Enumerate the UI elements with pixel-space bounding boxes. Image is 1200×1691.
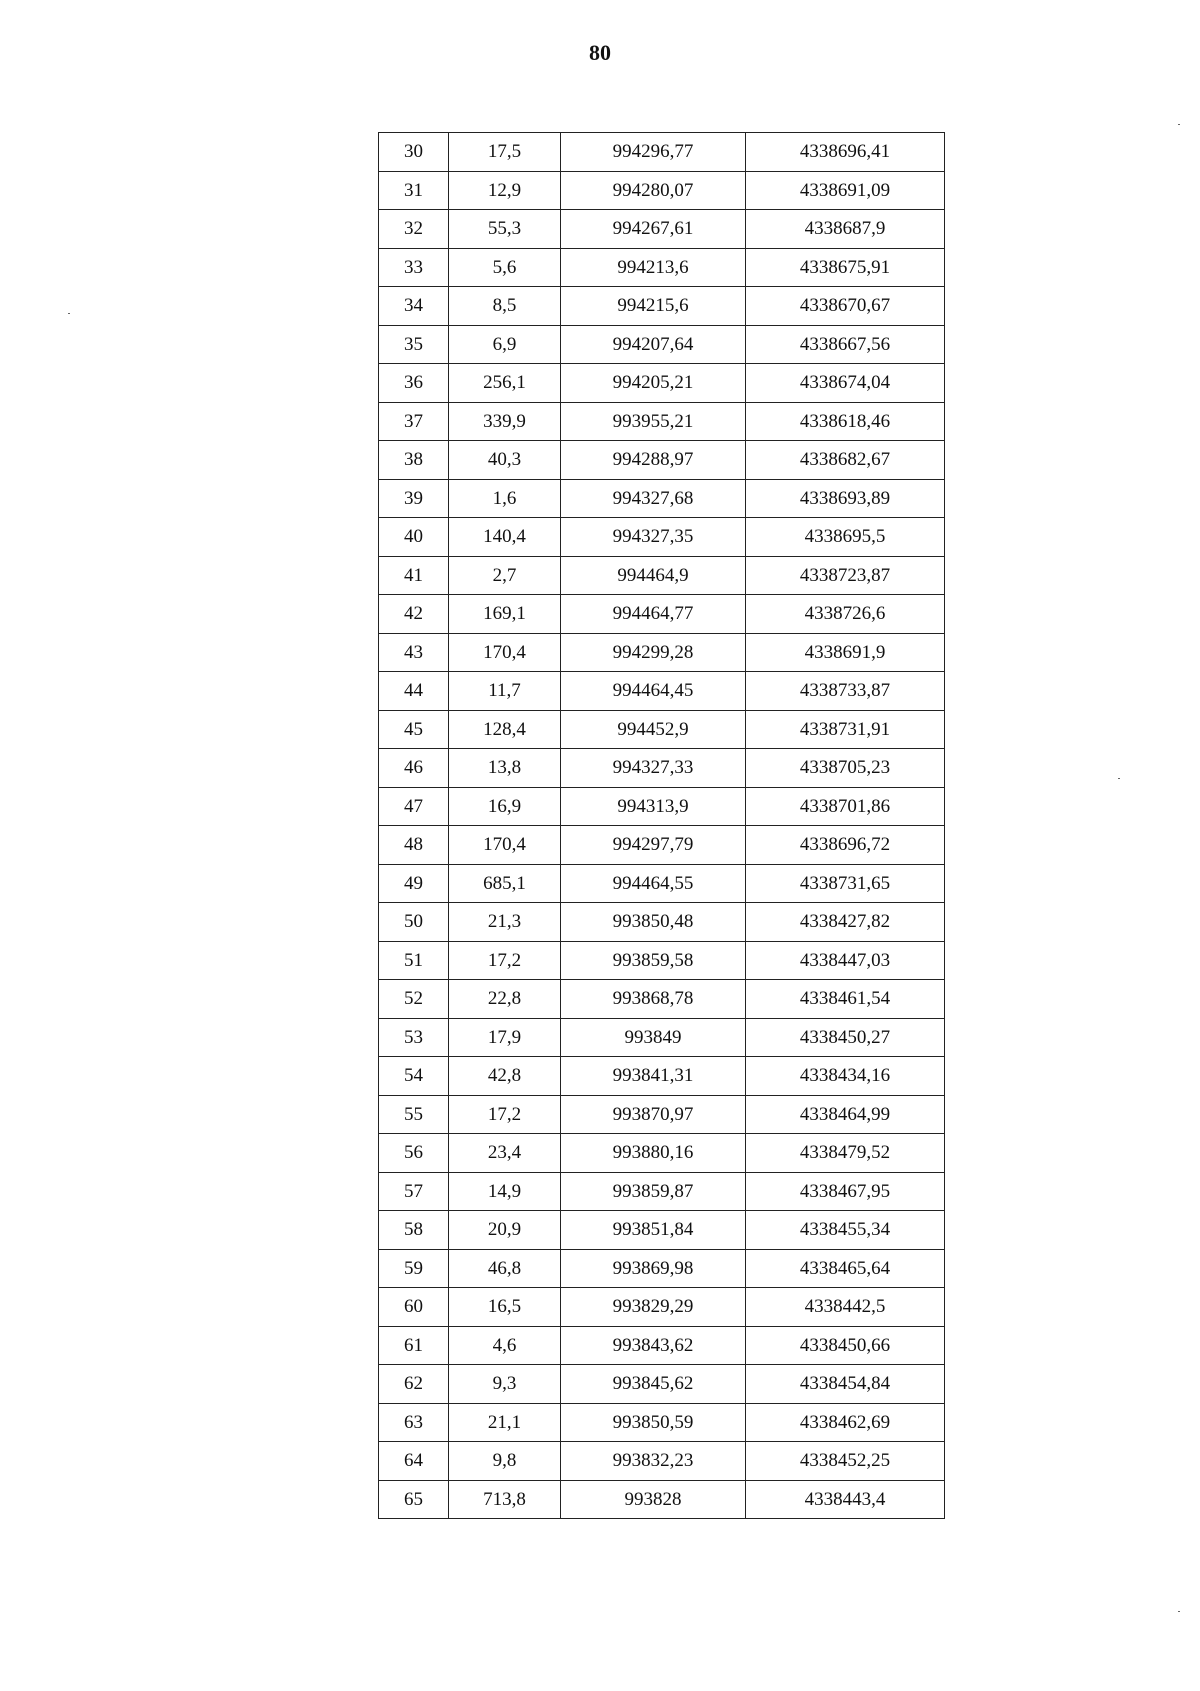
y-coordinate-cell: 4338452,25: [746, 1442, 945, 1481]
point-number-cell: 64: [379, 1442, 449, 1481]
point-number-cell: 57: [379, 1172, 449, 1211]
x-coordinate-cell: 994464,9: [561, 556, 746, 595]
page-number: 80: [589, 40, 611, 65]
coordinates-table: [378, 132, 945, 1519]
point-number-cell: 49: [379, 864, 449, 903]
length-cell: 128,4: [449, 710, 561, 749]
point-number-cell: 65: [379, 1480, 449, 1519]
x-coordinate-cell: 993859,58: [561, 941, 746, 980]
y-coordinate-cell: 4338462,69: [746, 1403, 945, 1442]
table-row: [379, 633, 945, 672]
scan-speck: [68, 313, 70, 314]
y-coordinate-cell: 4338696,72: [746, 826, 945, 865]
x-coordinate-cell: 993870,97: [561, 1095, 746, 1134]
x-coordinate-cell: 993845,62: [561, 1365, 746, 1404]
x-coordinate-cell: 994280,07: [561, 171, 746, 210]
x-coordinate-cell: 993869,98: [561, 1249, 746, 1288]
length-cell: 339,9: [449, 402, 561, 441]
x-coordinate-cell: 993955,21: [561, 402, 746, 441]
y-coordinate-cell: 4338667,56: [746, 325, 945, 364]
length-cell: 2,7: [449, 556, 561, 595]
x-coordinate-cell: 994313,9: [561, 787, 746, 826]
y-coordinate-cell: 4338447,03: [746, 941, 945, 980]
table-row: [379, 672, 945, 711]
y-coordinate-cell: 4338696,41: [746, 133, 945, 172]
length-cell: 9,3: [449, 1365, 561, 1404]
x-coordinate-cell: 994464,45: [561, 672, 746, 711]
length-cell: 8,5: [449, 287, 561, 326]
y-coordinate-cell: 4338687,9: [746, 210, 945, 249]
length-cell: 169,1: [449, 595, 561, 634]
point-number-cell: 46: [379, 749, 449, 788]
table-row: [379, 325, 945, 364]
y-coordinate-cell: 4338455,34: [746, 1211, 945, 1250]
length-cell: 16,5: [449, 1288, 561, 1327]
length-cell: 140,4: [449, 518, 561, 557]
point-number-cell: 48: [379, 826, 449, 865]
length-cell: 14,9: [449, 1172, 561, 1211]
x-coordinate-cell: 994205,21: [561, 364, 746, 403]
table-row: [379, 1249, 945, 1288]
point-number-cell: 55: [379, 1095, 449, 1134]
table-row: [379, 518, 945, 557]
length-cell: 685,1: [449, 864, 561, 903]
point-number-cell: 51: [379, 941, 449, 980]
point-number-cell: 40: [379, 518, 449, 557]
x-coordinate-cell: 994296,77: [561, 133, 746, 172]
y-coordinate-cell: 4338731,65: [746, 864, 945, 903]
table-row: [379, 441, 945, 480]
length-cell: 1,6: [449, 479, 561, 518]
x-coordinate-cell: 994327,68: [561, 479, 746, 518]
point-number-cell: 34: [379, 287, 449, 326]
x-coordinate-cell: 993850,59: [561, 1403, 746, 1442]
length-cell: 17,2: [449, 941, 561, 980]
table-row: [379, 1288, 945, 1327]
point-number-cell: 37: [379, 402, 449, 441]
table-row: [379, 595, 945, 634]
x-coordinate-cell: 994464,77: [561, 595, 746, 634]
y-coordinate-cell: 4338675,91: [746, 248, 945, 287]
y-coordinate-cell: 4338705,23: [746, 749, 945, 788]
length-cell: 17,5: [449, 133, 561, 172]
point-number-cell: 62: [379, 1365, 449, 1404]
point-number-cell: 61: [379, 1326, 449, 1365]
length-cell: 22,8: [449, 980, 561, 1019]
y-coordinate-cell: 4338733,87: [746, 672, 945, 711]
table-row: [379, 1403, 945, 1442]
y-coordinate-cell: 4338434,16: [746, 1057, 945, 1096]
length-cell: 13,8: [449, 749, 561, 788]
table-row: [379, 1442, 945, 1481]
table-row: [379, 1365, 945, 1404]
y-coordinate-cell: 4338674,04: [746, 364, 945, 403]
y-coordinate-cell: 4338450,27: [746, 1018, 945, 1057]
length-cell: 46,8: [449, 1249, 561, 1288]
point-number-cell: 30: [379, 133, 449, 172]
x-coordinate-cell: 994207,64: [561, 325, 746, 364]
x-coordinate-cell: 993829,29: [561, 1288, 746, 1327]
table-row: [379, 864, 945, 903]
length-cell: 256,1: [449, 364, 561, 403]
x-coordinate-cell: 993843,62: [561, 1326, 746, 1365]
point-number-cell: 56: [379, 1134, 449, 1173]
x-coordinate-cell: 994299,28: [561, 633, 746, 672]
x-coordinate-cell: 993841,31: [561, 1057, 746, 1096]
table-row: [379, 133, 945, 172]
length-cell: 23,4: [449, 1134, 561, 1173]
x-coordinate-cell: 993828: [561, 1480, 746, 1519]
table-row: [379, 941, 945, 980]
point-number-cell: 53: [379, 1018, 449, 1057]
table-row: [379, 556, 945, 595]
y-coordinate-cell: 4338442,5: [746, 1288, 945, 1327]
y-coordinate-cell: 4338701,86: [746, 787, 945, 826]
y-coordinate-cell: 4338670,67: [746, 287, 945, 326]
y-coordinate-cell: 4338443,4: [746, 1480, 945, 1519]
length-cell: 16,9: [449, 787, 561, 826]
y-coordinate-cell: 4338682,67: [746, 441, 945, 480]
table-row: [379, 1211, 945, 1250]
table-row: [379, 787, 945, 826]
y-coordinate-cell: 4338465,64: [746, 1249, 945, 1288]
table-row: [379, 826, 945, 865]
point-number-cell: 38: [379, 441, 449, 480]
table-row: [379, 171, 945, 210]
point-number-cell: 42: [379, 595, 449, 634]
length-cell: 20,9: [449, 1211, 561, 1250]
table-row: [379, 980, 945, 1019]
table-row: [379, 1018, 945, 1057]
length-cell: 4,6: [449, 1326, 561, 1365]
x-coordinate-cell: 994215,6: [561, 287, 746, 326]
y-coordinate-cell: 4338691,9: [746, 633, 945, 672]
y-coordinate-cell: 4338693,89: [746, 479, 945, 518]
x-coordinate-cell: 994267,61: [561, 210, 746, 249]
y-coordinate-cell: 4338450,66: [746, 1326, 945, 1365]
y-coordinate-cell: 4338479,52: [746, 1134, 945, 1173]
table-row: [379, 1172, 945, 1211]
length-cell: 11,7: [449, 672, 561, 711]
point-number-cell: 63: [379, 1403, 449, 1442]
point-number-cell: 59: [379, 1249, 449, 1288]
point-number-cell: 58: [379, 1211, 449, 1250]
length-cell: 21,1: [449, 1403, 561, 1442]
y-coordinate-cell: 4338461,54: [746, 980, 945, 1019]
x-coordinate-cell: 994288,97: [561, 441, 746, 480]
point-number-cell: 47: [379, 787, 449, 826]
y-coordinate-cell: 4338618,46: [746, 402, 945, 441]
point-number-cell: 32: [379, 210, 449, 249]
length-cell: 170,4: [449, 633, 561, 672]
point-number-cell: 31: [379, 171, 449, 210]
length-cell: 21,3: [449, 903, 561, 942]
table-row: [379, 749, 945, 788]
point-number-cell: 50: [379, 903, 449, 942]
table-row: [379, 479, 945, 518]
table-row: [379, 402, 945, 441]
table-row: [379, 248, 945, 287]
point-number-cell: 39: [379, 479, 449, 518]
x-coordinate-cell: 994464,55: [561, 864, 746, 903]
x-coordinate-cell: 994297,79: [561, 826, 746, 865]
x-coordinate-cell: 994213,6: [561, 248, 746, 287]
point-number-cell: 41: [379, 556, 449, 595]
table-row: [379, 1326, 945, 1365]
point-number-cell: 44: [379, 672, 449, 711]
scan-speck: [1118, 778, 1120, 779]
y-coordinate-cell: 4338731,91: [746, 710, 945, 749]
x-coordinate-cell: 994452,9: [561, 710, 746, 749]
length-cell: 40,3: [449, 441, 561, 480]
table-row: [379, 1134, 945, 1173]
y-coordinate-cell: 4338467,95: [746, 1172, 945, 1211]
length-cell: 12,9: [449, 171, 561, 210]
point-number-cell: 54: [379, 1057, 449, 1096]
length-cell: 17,2: [449, 1095, 561, 1134]
table-row: [379, 1480, 945, 1519]
y-coordinate-cell: 4338691,09: [746, 171, 945, 210]
point-number-cell: 43: [379, 633, 449, 672]
y-coordinate-cell: 4338464,99: [746, 1095, 945, 1134]
x-coordinate-cell: 993859,87: [561, 1172, 746, 1211]
coordinates-table-body: [379, 133, 945, 1519]
x-coordinate-cell: 994327,35: [561, 518, 746, 557]
scan-speck: [1178, 124, 1180, 125]
point-number-cell: 36: [379, 364, 449, 403]
point-number-cell: 52: [379, 980, 449, 1019]
table-row: [379, 1057, 945, 1096]
length-cell: 170,4: [449, 826, 561, 865]
length-cell: 42,8: [449, 1057, 561, 1096]
scan-speck: [1178, 1611, 1180, 1612]
length-cell: 5,6: [449, 248, 561, 287]
x-coordinate-cell: 993868,78: [561, 980, 746, 1019]
y-coordinate-cell: 4338726,6: [746, 595, 945, 634]
table-row: [379, 710, 945, 749]
table-row: [379, 364, 945, 403]
y-coordinate-cell: 4338454,84: [746, 1365, 945, 1404]
x-coordinate-cell: 993832,23: [561, 1442, 746, 1481]
length-cell: 55,3: [449, 210, 561, 249]
y-coordinate-cell: 4338695,5: [746, 518, 945, 557]
point-number-cell: 35: [379, 325, 449, 364]
length-cell: 6,9: [449, 325, 561, 364]
table-row: [379, 287, 945, 326]
table-row: [379, 903, 945, 942]
length-cell: 713,8: [449, 1480, 561, 1519]
point-number-cell: 45: [379, 710, 449, 749]
x-coordinate-cell: 993851,84: [561, 1211, 746, 1250]
x-coordinate-cell: 993880,16: [561, 1134, 746, 1173]
x-coordinate-cell: 994327,33: [561, 749, 746, 788]
length-cell: 9,8: [449, 1442, 561, 1481]
x-coordinate-cell: 993850,48: [561, 903, 746, 942]
length-cell: 17,9: [449, 1018, 561, 1057]
table-row: [379, 210, 945, 249]
table-row: [379, 1095, 945, 1134]
y-coordinate-cell: 4338427,82: [746, 903, 945, 942]
point-number-cell: 60: [379, 1288, 449, 1327]
y-coordinate-cell: 4338723,87: [746, 556, 945, 595]
x-coordinate-cell: 993849: [561, 1018, 746, 1057]
point-number-cell: 33: [379, 248, 449, 287]
